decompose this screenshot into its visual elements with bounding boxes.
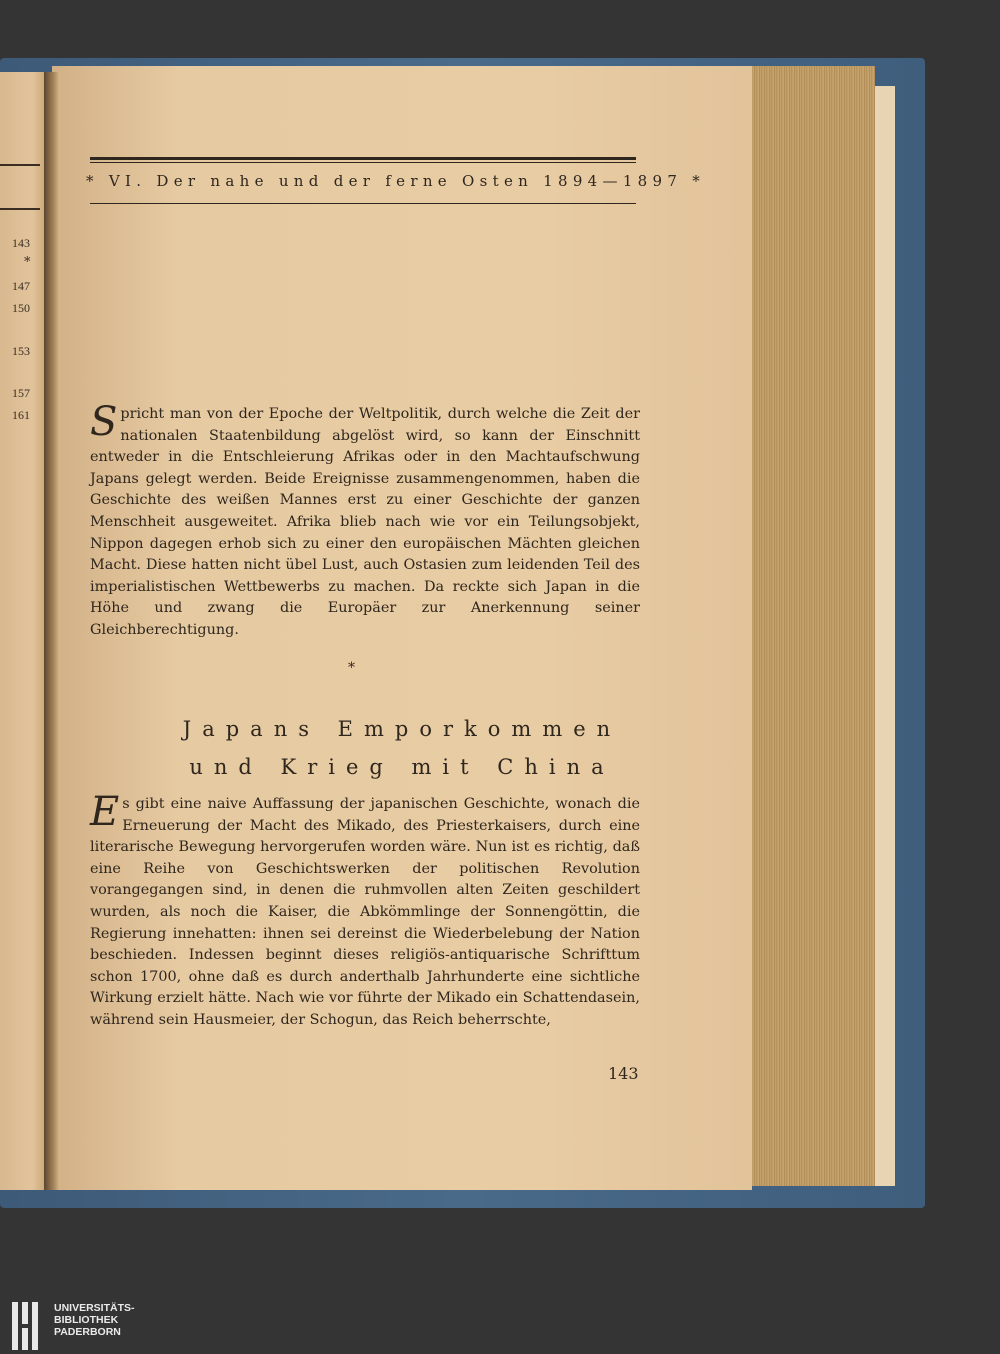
main-page — [52, 66, 752, 1190]
left-page-number: 150 — [12, 301, 30, 315]
library-logo-text — [54, 1302, 135, 1338]
left-page-number: 157 — [12, 386, 30, 400]
paragraph-main — [90, 789, 640, 1032]
initial-letter: S — [90, 399, 118, 445]
library-logo-icon — [12, 1302, 48, 1350]
initial-letter: E — [90, 789, 120, 835]
paragraph-text: pricht man von der Epoche der Weltpolitik, durch welche die Zeit der nationalen Staatenbildung abgelöst wird, so kann der Einschnitt entweder in die Entschleierung Afrikas oder in den Machtaufschwung Japans gelegt werden. Beide Ereignisse zusammengenommen, haben die Geschichte des weißen Mannes erst zu einer Geschichte der ganzen Menschheit ausgeweitet. Afrika blieb nach wie vor ein Teilungsobjekt, Nippon dagegen erhob sich zu einer den europäischen Mächten gleichen Macht. Diese hatten nicht übel Lust, auch Ostasien zum leidenden Teil des imperialistischen Wettbewerbs zu machen. Da reckte sich Japan in die Höhe und zwang die Europäer zur Anerkennung seiner Gleichberechtigung. — [90, 406, 640, 638]
header-rule — [90, 162, 636, 163]
left-page-number: 143 — [12, 236, 30, 250]
paragraph-text: s gibt eine naive Auffassung der japanischen Geschichte, wonach die Erneuerung der Macht des Mikado, des Priesterkaisers, durch eine literarische Bewegung hervorgerufen worden wäre. Nun ist es richtig, daß eine Reihe von Geschichtswerken der politischen Revolution vorangegangen sind, in denen die ruhmvollen alten Zeiten geschildert wurden, als noch die Kaiser, die Abkömmlinge der Sonnengöttin, die Regierung innehatten: ihnen sei dereinst die Wiederbelebung der Nation beschieden. Indessen beginnt dieses religiös-antiquarische Schrifttum schon 1700, ohne daß es durch anderthalb Jahrhunderte eine sichtliche Wirkung erzielt hätte. Nach wie vor führte der Mikado ein Schattendasein, während sein Hausmeier, der Schogun, das Reich beherrschte, — [90, 796, 640, 1028]
header-rule — [90, 157, 636, 160]
section-divider-star: * — [348, 660, 355, 676]
logo-line: UNIVERSITÄTS- — [54, 1302, 135, 1314]
logo-line: BIBLIOTHEK — [54, 1314, 119, 1326]
heading-line: und Krieg mit China — [189, 755, 615, 779]
book-gutter — [44, 72, 60, 1190]
left-page-rule — [0, 208, 40, 210]
endpaper-edge — [875, 86, 895, 1186]
running-head: * VI. Der nahe und der ferne Osten 1894—1897 * — [86, 172, 706, 190]
header-rule — [90, 203, 636, 204]
left-page-rule — [0, 164, 40, 166]
heading-line: Japans Emporkommen — [182, 717, 622, 741]
left-page-number: 161 — [12, 408, 30, 422]
left-page-number: 147 — [12, 279, 30, 293]
paragraph-intro — [90, 399, 640, 642]
page-edges — [745, 66, 875, 1186]
logo-line: PADERBORN — [54, 1326, 121, 1338]
section-heading — [52, 710, 752, 786]
left-page-number: 153 — [12, 344, 30, 358]
left-page-edge — [0, 72, 46, 1190]
page-number: 143 — [608, 1064, 639, 1083]
left-page-star: * — [24, 255, 31, 270]
